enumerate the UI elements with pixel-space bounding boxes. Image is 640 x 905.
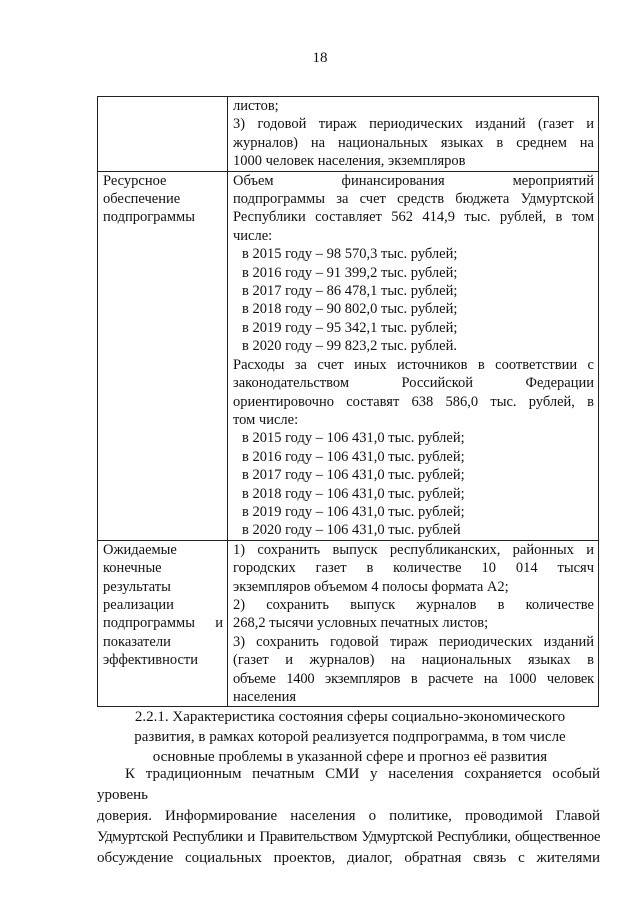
table-row xyxy=(98,540,599,707)
row2-other-line: законодательством Российской Федерации xyxy=(233,375,594,392)
other-year-line: в 2017 году – 106 431,0 тыс. рублей; xyxy=(242,467,465,484)
body-line: обсуждение социальных проектов, диалог, обратная связь с жителями xyxy=(97,850,600,866)
row1-line: 1000 человек населения, экземпляров xyxy=(233,153,466,170)
result-line: городских газет в количестве 10 014 тысяч xyxy=(233,560,594,577)
row2-other-line: Расходы за счет иных источников в соответствии с xyxy=(233,356,594,373)
section-title xyxy=(100,707,600,767)
budget-year-line: в 2018 году – 90 802,0 тыс. рублей; xyxy=(242,301,458,318)
row3-left-line: реализации xyxy=(103,596,174,613)
row3-left-line: конечные xyxy=(103,560,162,577)
other-year-line: в 2020 году – 106 431,0 тыс. рублей xyxy=(242,522,461,539)
other-year-line: в 2015 году – 106 431,0 тыс. рублей; xyxy=(242,430,465,447)
body-line: К традиционным печатным СМИ у населения сохраняется особый уровень xyxy=(97,766,600,803)
budget-year-line: в 2019 году – 95 342,1 тыс. рублей; xyxy=(242,319,458,336)
row3-left-line: Ожидаемые xyxy=(103,541,177,558)
row2-left-line: подпрограммы xyxy=(103,209,195,226)
section-title-line: основные проблемы в указанной сфере и прогноз её развития xyxy=(152,749,548,765)
row2-other-line: том числе: xyxy=(233,411,299,428)
row2-intro-line: Объем финансирования мероприятий xyxy=(233,172,594,189)
row1-left-cell xyxy=(98,97,228,172)
row1-line: журналов) на национальных языках в среднем на xyxy=(233,134,594,151)
row3-left-line: показатели xyxy=(103,633,171,650)
row3-left-line: результаты xyxy=(103,578,171,595)
row2-left-line: обеспечение xyxy=(103,191,181,208)
section-title-line: развития, в рамках которой реализуется подпрограмма, в том числе xyxy=(134,729,566,745)
row3-right-cell xyxy=(228,540,599,707)
result-line: (газет и журналов) на национальных языках в xyxy=(233,652,594,669)
result-line: объеме 1400 экземпляров в расчете на 1000 человек xyxy=(233,670,594,687)
result-line: 2) сохранить выпуск журналов в количестве xyxy=(233,596,594,613)
row2-right-cell xyxy=(228,171,599,540)
section-title-line: 2.2.1. Характеристика состояния сферы социально-экономического xyxy=(134,709,566,725)
result-line: 268,2 тысячи условных печатных листов; xyxy=(233,615,489,632)
budget-year-line: в 2015 году – 98 570,3 тыс. рублей; xyxy=(242,246,458,263)
body-line: Удмуртской Республики и Правительством Удмуртской Республики, общественное xyxy=(97,829,600,845)
budget-year-line: в 2020 году – 99 823,2 тыс. рублей. xyxy=(242,338,457,355)
row3-left-line: эффективности xyxy=(103,652,198,669)
budget-year-line: в 2016 году – 91 399,2 тыс. рублей; xyxy=(242,264,458,281)
body-paragraph xyxy=(97,764,600,869)
table-row xyxy=(98,97,599,172)
row3-left-cell xyxy=(98,540,228,707)
passport-table xyxy=(97,96,599,707)
body-line: доверия. Информирование населения о политике, проводимой Главой xyxy=(97,808,600,824)
result-line: населения xyxy=(233,689,297,705)
other-year-line: в 2018 году – 106 431,0 тыс. рублей; xyxy=(242,485,465,502)
row1-line: 3) годовой тираж периодических изданий (газет и xyxy=(233,116,594,133)
result-line: экземпляров объемом 4 полосы формата А2; xyxy=(233,578,509,595)
result-line: 3) сохранить годовой тираж периодических изданий xyxy=(233,633,594,650)
row2-intro-line: подпрограммы за счет средств бюджета Удмуртской xyxy=(233,191,594,208)
row2-intro-line: числе: xyxy=(233,227,273,244)
row2-intro-line: Республики составляет 562 414,9 тыс. рублей, в том xyxy=(233,209,594,226)
row3-left-line: подпрограммы и xyxy=(103,615,223,632)
page-number: 18 xyxy=(312,50,328,66)
row2-left-cell xyxy=(98,171,228,540)
row1-line: листов; xyxy=(233,98,279,114)
row2-other-line: ориентировочно составят 638 586,0 тыс. рублей, в xyxy=(233,393,594,410)
row1-right-cell xyxy=(228,97,599,172)
table-row xyxy=(98,171,599,540)
budget-year-line: в 2017 году – 86 478,1 тыс. рублей; xyxy=(242,283,458,300)
other-year-line: в 2016 году – 106 431,0 тыс. рублей; xyxy=(242,448,465,465)
other-year-line: в 2019 году – 106 431,0 тыс. рублей; xyxy=(242,503,465,520)
row2-left-line: Ресурсное xyxy=(103,172,167,189)
result-line: 1) сохранить выпуск республиканских, районных и xyxy=(233,541,594,558)
